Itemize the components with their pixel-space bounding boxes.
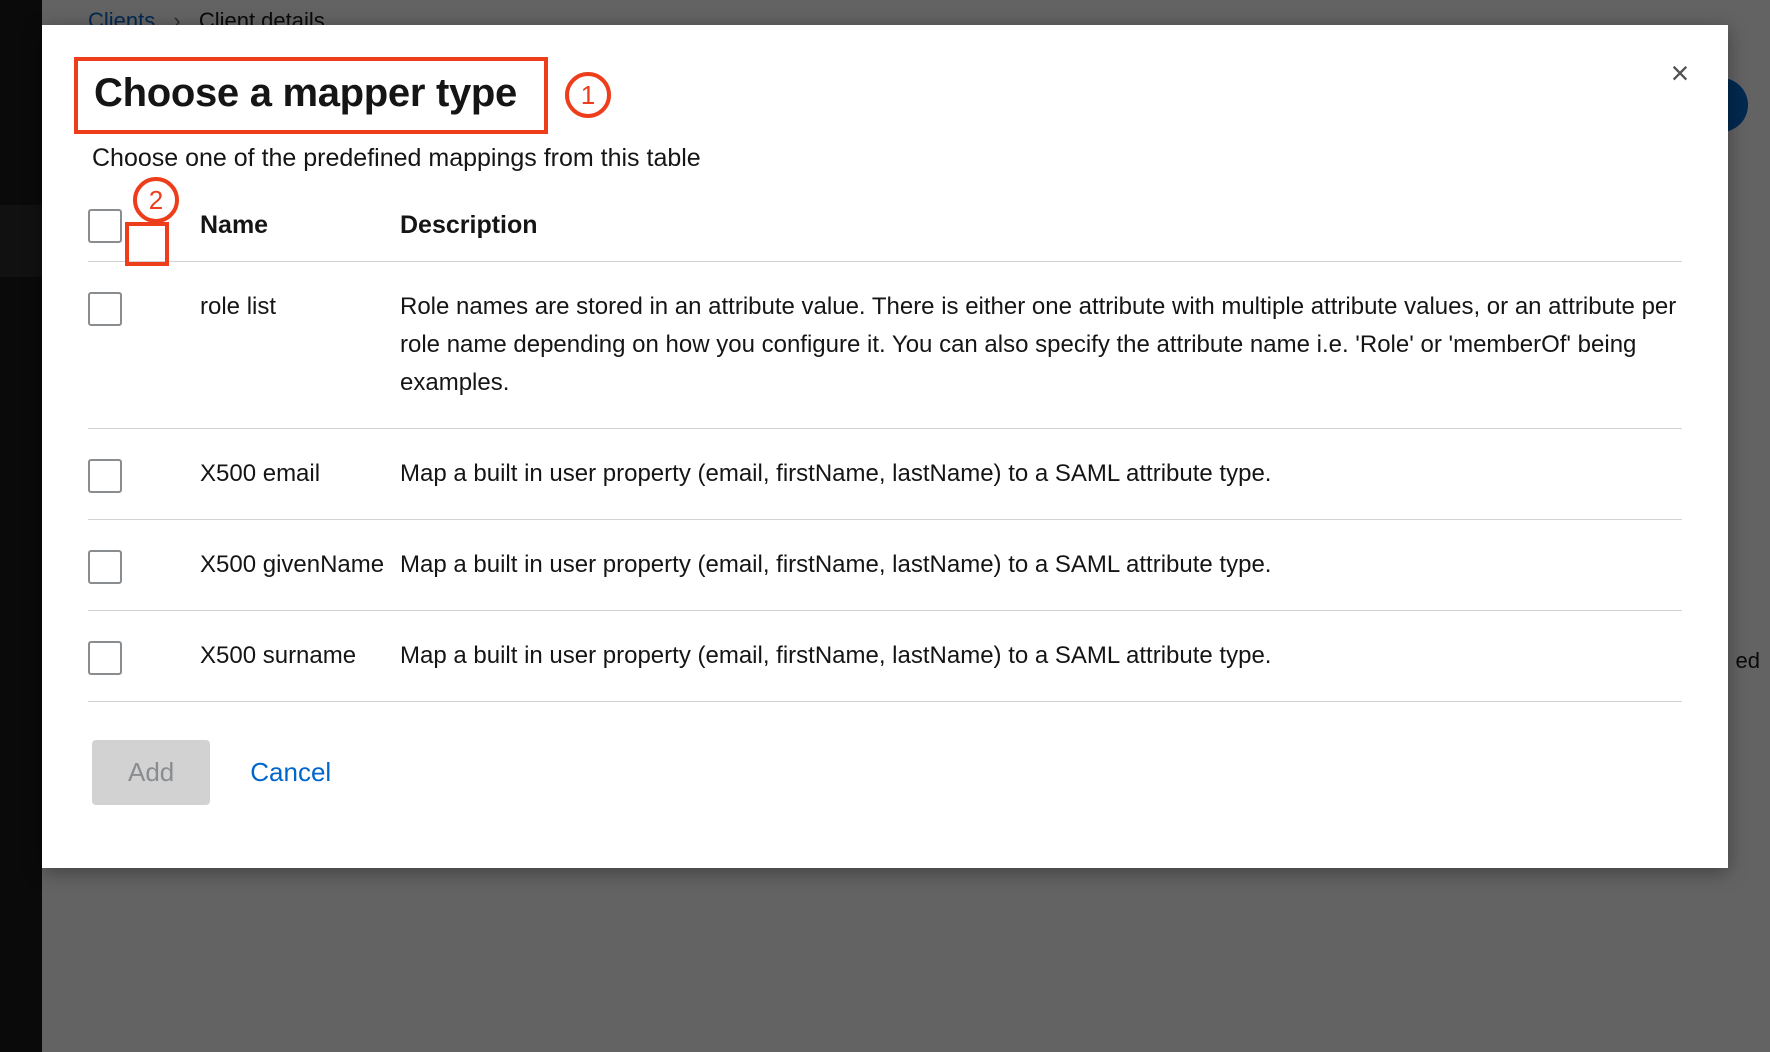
select-all-checkbox[interactable]: [88, 209, 122, 243]
row-description: Map a built in user property (email, firstName, lastName) to a SAML attribute type.: [400, 428, 1682, 519]
row-name: role list: [200, 262, 400, 429]
row-description: Map a built in user property (email, firstName, lastName) to a SAML attribute type.: [400, 519, 1682, 610]
row-select-cell: [88, 519, 200, 610]
row-name: X500 givenName: [200, 519, 400, 610]
table-header-row: [88, 199, 1682, 262]
row-checkbox[interactable]: [88, 550, 122, 584]
choose-mapper-type-dialog: [42, 25, 1728, 868]
table-row[interactable]: [88, 610, 1682, 701]
row-select-cell: [88, 262, 200, 429]
table-row[interactable]: [88, 519, 1682, 610]
row-name: X500 email: [200, 428, 400, 519]
dialog-footer: [42, 702, 1728, 805]
row-checkbox[interactable]: [88, 641, 122, 675]
column-header-description: Description: [400, 199, 1682, 262]
row-select-cell: [88, 610, 200, 701]
row-select-cell: [88, 428, 200, 519]
table-row[interactable]: [88, 262, 1682, 429]
cancel-button[interactable]: Cancel: [224, 740, 357, 805]
row-checkbox[interactable]: [88, 459, 122, 493]
close-icon[interactable]: ×: [1654, 47, 1706, 99]
dialog-body: [42, 25, 1728, 702]
table-body: [88, 262, 1682, 702]
mapper-type-table: [88, 199, 1682, 702]
table-row[interactable]: [88, 428, 1682, 519]
row-description: Role names are stored in an attribute value. There is either one attribute with multiple attribute values, or an attribute per role name depending on how you configure it. You can also specify the attribute name i.e. 'Role' or 'memberOf' being examples.: [400, 262, 1682, 429]
row-checkbox[interactable]: [88, 292, 122, 326]
row-name: X500 surname: [200, 610, 400, 701]
select-all-header: [88, 199, 200, 262]
dialog-header: [88, 67, 1682, 126]
row-description: Map a built in user property (email, firstName, lastName) to a SAML attribute type.: [400, 610, 1682, 701]
table-header: [88, 199, 1682, 262]
page-title: Choose a mapper type: [94, 71, 518, 115]
add-button[interactable]: Add: [92, 740, 210, 805]
dialog-subtitle: Choose one of the predefined mappings from this table: [92, 144, 701, 172]
annotation-marker-1: 1: [565, 72, 611, 118]
column-header-name: Name: [200, 199, 400, 262]
annotation-marker-2: 2: [133, 177, 179, 223]
